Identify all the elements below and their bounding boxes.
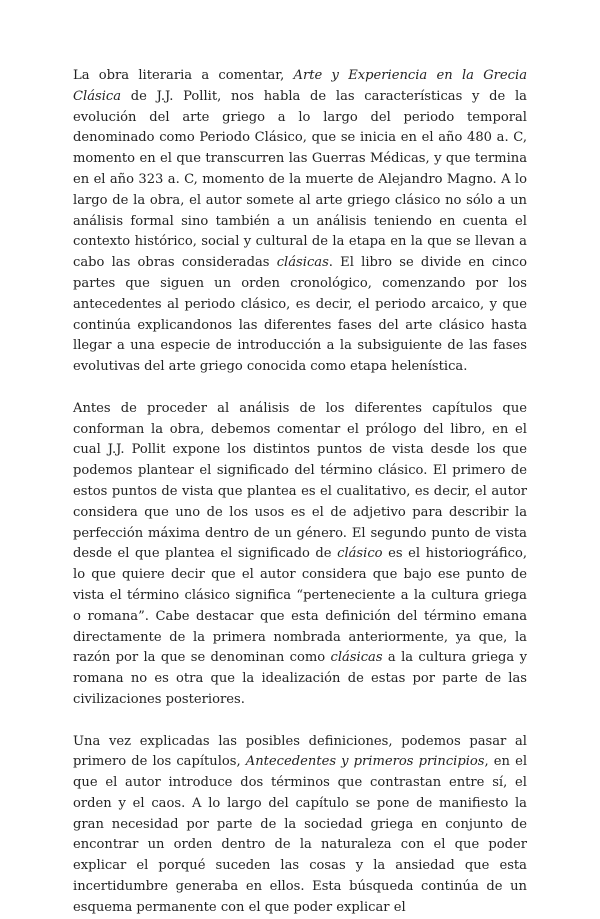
paragraph-first-chapter — [73, 732, 527, 919]
paragraph-intro — [73, 66, 527, 378]
text-segment: , en el que el autor introduce dos términos que contrastan entre sí, el orden y el caos. A lo largo del capítulo se pone de manifiesto la gran necesidad por parte de la sociedad griega en conjunto de encontrar un orden dentro de la naturaleza con el que poder explicar el porqué suceden las cosas y la ansiedad que esta incertidumbre generaba en ellos. Esta búsqueda continúa de un esquema permanente con el que poder explicar el — [73, 754, 528, 915]
text-segment: Una vez explicadas las posibles definiciones, podemos pasar al primero de los capítulos, — [73, 733, 527, 770]
italic-term: clásicas — [330, 650, 383, 666]
paragraph-prologue — [73, 399, 527, 711]
book-title-italic: Arte y Experiencia en la Grecia Clásica — [73, 68, 527, 104]
text-segment: es el historiográfico, lo que quiere decir que el autor considera que bajo ese punto de vista el término clásico significa “perteneciente a la cultura griega o romana”. Cabe destacar que esta definición del término emana directamente de la primera nombrada anteriormente, ya que, la razón por la que se denominan como — [73, 546, 528, 666]
italic-term: clásicas — [276, 255, 329, 271]
document-page — [73, 66, 527, 919]
text-segment: . El libro se divide en cinco partes que siguen un orden cronológico, comenzando por los antecedentes al periodo clásico, es decir, el periodo arcaico, y que continúa explicandonos las diferentes fases del arte clásico hasta llegar a una especie de introducción a la subsiguiente de las fases evolutivas del arte griego conocida como etapa helenística. — [73, 255, 528, 375]
text-segment: La obra literaria a comentar, — [73, 68, 294, 83]
text-segment: Antes de proceder al análisis de los diferentes capítulos que conforman la obra, debemos comentar el prólogo del libro, en el cual J.J. Pollit expone los distintos puntos de vista desde los que podemos plantear el significado del término clásico. El primero de estos puntos de vista que plantea es el cualitativo, es decir, el autor considera que uno de los usos es el de adjetivo para describir la perfección máxima dentro de un género. El segundo punto de vista desde el que plantea el significado de — [73, 400, 527, 562]
text-segment: a la cultura griega y romana no es otra que la idealización de estas por parte de las civilizaciones posteriores. — [73, 650, 527, 707]
text-segment: de J.J. Pollit, nos habla de las características y de la evolución del arte griego a lo largo del periodo temporal denominado como Periodo Clásico, que se inicia en el año 480 a. C, momento en el que transcurren las Guerras Médicas, y que termina en el año 323 a. C, momento de la muerte de Alejandro Magno. A lo largo de la obra, el autor somete al arte griego clásico no sólo a un análisis formal sino también a un análisis teniendo en cuenta el contexto histórico, social y cultural de la etapa en la que se llevan a cabo las obras consideradas — [73, 88, 527, 271]
italic-term: clásico — [337, 546, 383, 562]
chapter-title-italic: Antecedentes y primeros principios — [245, 754, 485, 770]
